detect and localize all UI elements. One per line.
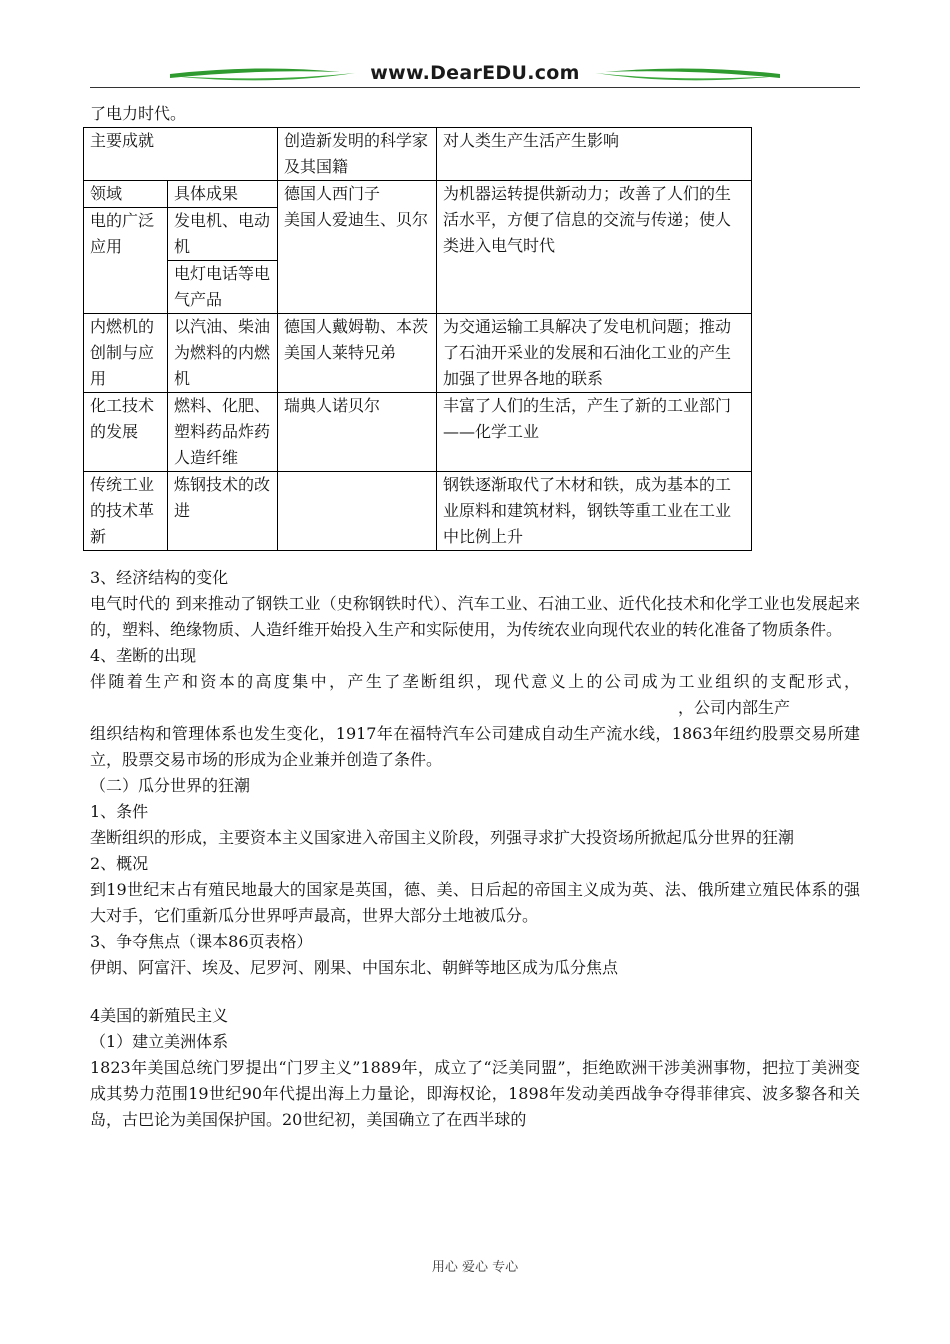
paragraph: 伊朗、阿富汗、埃及、尼罗河、刚果、中国东北、朝鲜等地区成为瓜分焦点 <box>90 958 619 977</box>
cell-impact: 钢铁逐渐取代了木材和铁，成为基本的工业原料和建筑材料，钢铁等重工业在工业中比例上升 <box>437 472 752 551</box>
paragraph: 垄断组织的形成，主要资本主义国家进入帝国主义阶段，列强寻求扩大投资场所掀起瓜分世界的狂潮 <box>90 828 795 847</box>
table-row <box>84 128 752 181</box>
table-row <box>84 472 752 551</box>
cell-impact: 丰富了人们的生活，产生了新的工业部门——化学工业 <box>437 393 752 472</box>
cell-result: 燃料、化肥、塑料药品炸药人造纤维 <box>168 393 278 472</box>
page-footer: 用心 爱心 专心 <box>431 1260 519 1275</box>
section-heading: 3、经济结构的变化 <box>90 568 229 587</box>
cell-result: 炼钢技术的改进 <box>168 472 278 551</box>
section-heading: 4、垄断的出现 <box>90 646 197 665</box>
sub-heading: （1）建立美洲体系 <box>90 1032 229 1051</box>
site-name: www.DearEDU.com <box>370 62 580 84</box>
cell-result: 电灯电话等电气产品 <box>168 261 278 314</box>
part-heading: （二）瓜分世界的狂潮 <box>90 776 251 795</box>
table-row <box>84 314 752 393</box>
header-rule <box>90 87 860 88</box>
cell-scientist: 德国人戴姆勒、本茨 美国人莱特兄弟 <box>278 314 437 393</box>
section-heading: 1、条件 <box>90 802 149 821</box>
header-result: 具体成果 <box>168 181 278 208</box>
cell-impact: 为交通运输工具解决了发电机问题；推动了石油开采业的发展和石油化工业的产生加强了世界各地的联系 <box>437 314 752 393</box>
header-field: 领域 <box>84 181 168 208</box>
paragraph <box>90 669 860 721</box>
paragraph-part: 伴随着生产和资本的高度集中，产生了垄断组织，现代意义上的公司成为工业组织的支配形式， <box>90 672 860 691</box>
header-scientist: 创造新发明的科学家及其国籍 <box>278 128 437 181</box>
section-heading: 2、概况 <box>90 854 149 873</box>
cell-field: 传统工业的技术革新 <box>84 472 168 551</box>
document-body <box>90 101 860 1133</box>
paragraph: 1823年美国总统门罗提出“门罗主义”1889年，成立了“泛美同盟”，拒绝欧洲干涉美洲事物，把拉丁美洲变成其势力范围19世纪90年代提出海上力量论，即海权论，1898年发动美西战争夺得菲律宾、波多黎各和关岛，古巴论为美国保护国。20世纪初，美国确立了在西半球的 <box>90 1058 860 1129</box>
table-row <box>84 181 752 208</box>
cell-field: 内燃机的创制与应用 <box>84 314 168 393</box>
cell-result: 以汽油、柴油为燃料的内燃机 <box>168 314 278 393</box>
paragraph-part: ，公司内部生产 <box>678 698 791 717</box>
page-header <box>90 60 860 90</box>
table-row <box>84 393 752 472</box>
paragraph: 电气时代的 到来推动了钢铁工业（史称钢铁时代）、汽车工业、石油工业、近代化技术和化学工业也发展起来的，塑料、绝缘物质、人造纤维开始投入生产和实际使用，为传统农业向现代农业的转化准备了物质条件。 <box>90 594 860 639</box>
paragraph: 组织结构和管理体系也发生变化，1917年在福特汽车公司建成自动生产流水线，1863年纽约股票交易所建立，股票交易市场的形成为企业兼并创造了条件。 <box>90 724 860 769</box>
cell-scientist <box>278 472 437 551</box>
section-heading: 3、争夺焦点（课本86页表格） <box>90 932 313 951</box>
cell-field: 电的广泛应用 <box>84 208 168 314</box>
paragraph: 到19世纪末占有殖民地最大的国家是英国，德、美、日后起的帝国主义成为英、法、俄所建立殖民体系的强大对手，它们重新瓜分世界呼声最高，世界大部分土地被瓜分。 <box>90 880 860 925</box>
cell-scientist: 德国人西门子 美国人爱迪生、贝尔 <box>278 181 437 314</box>
cell-field: 化工技术的发展 <box>84 393 168 472</box>
section-heading: 4美国的新殖民主义 <box>90 1006 229 1025</box>
achievements-table <box>83 127 752 551</box>
header-main: 主要成就 <box>84 128 278 181</box>
cell-scientist: 瑞典人诺贝尔 <box>278 393 437 472</box>
header-impact: 对人类生产生活产生影响 <box>437 128 752 181</box>
cell-result: 发电机、电动机 <box>168 208 278 261</box>
cell-impact: 为机器运转提供新动力；改善了人们的生活水平，方便了信息的交流与传递；使人类进入电气时代 <box>437 181 752 314</box>
intro-text: 了电力时代。 <box>90 104 187 123</box>
